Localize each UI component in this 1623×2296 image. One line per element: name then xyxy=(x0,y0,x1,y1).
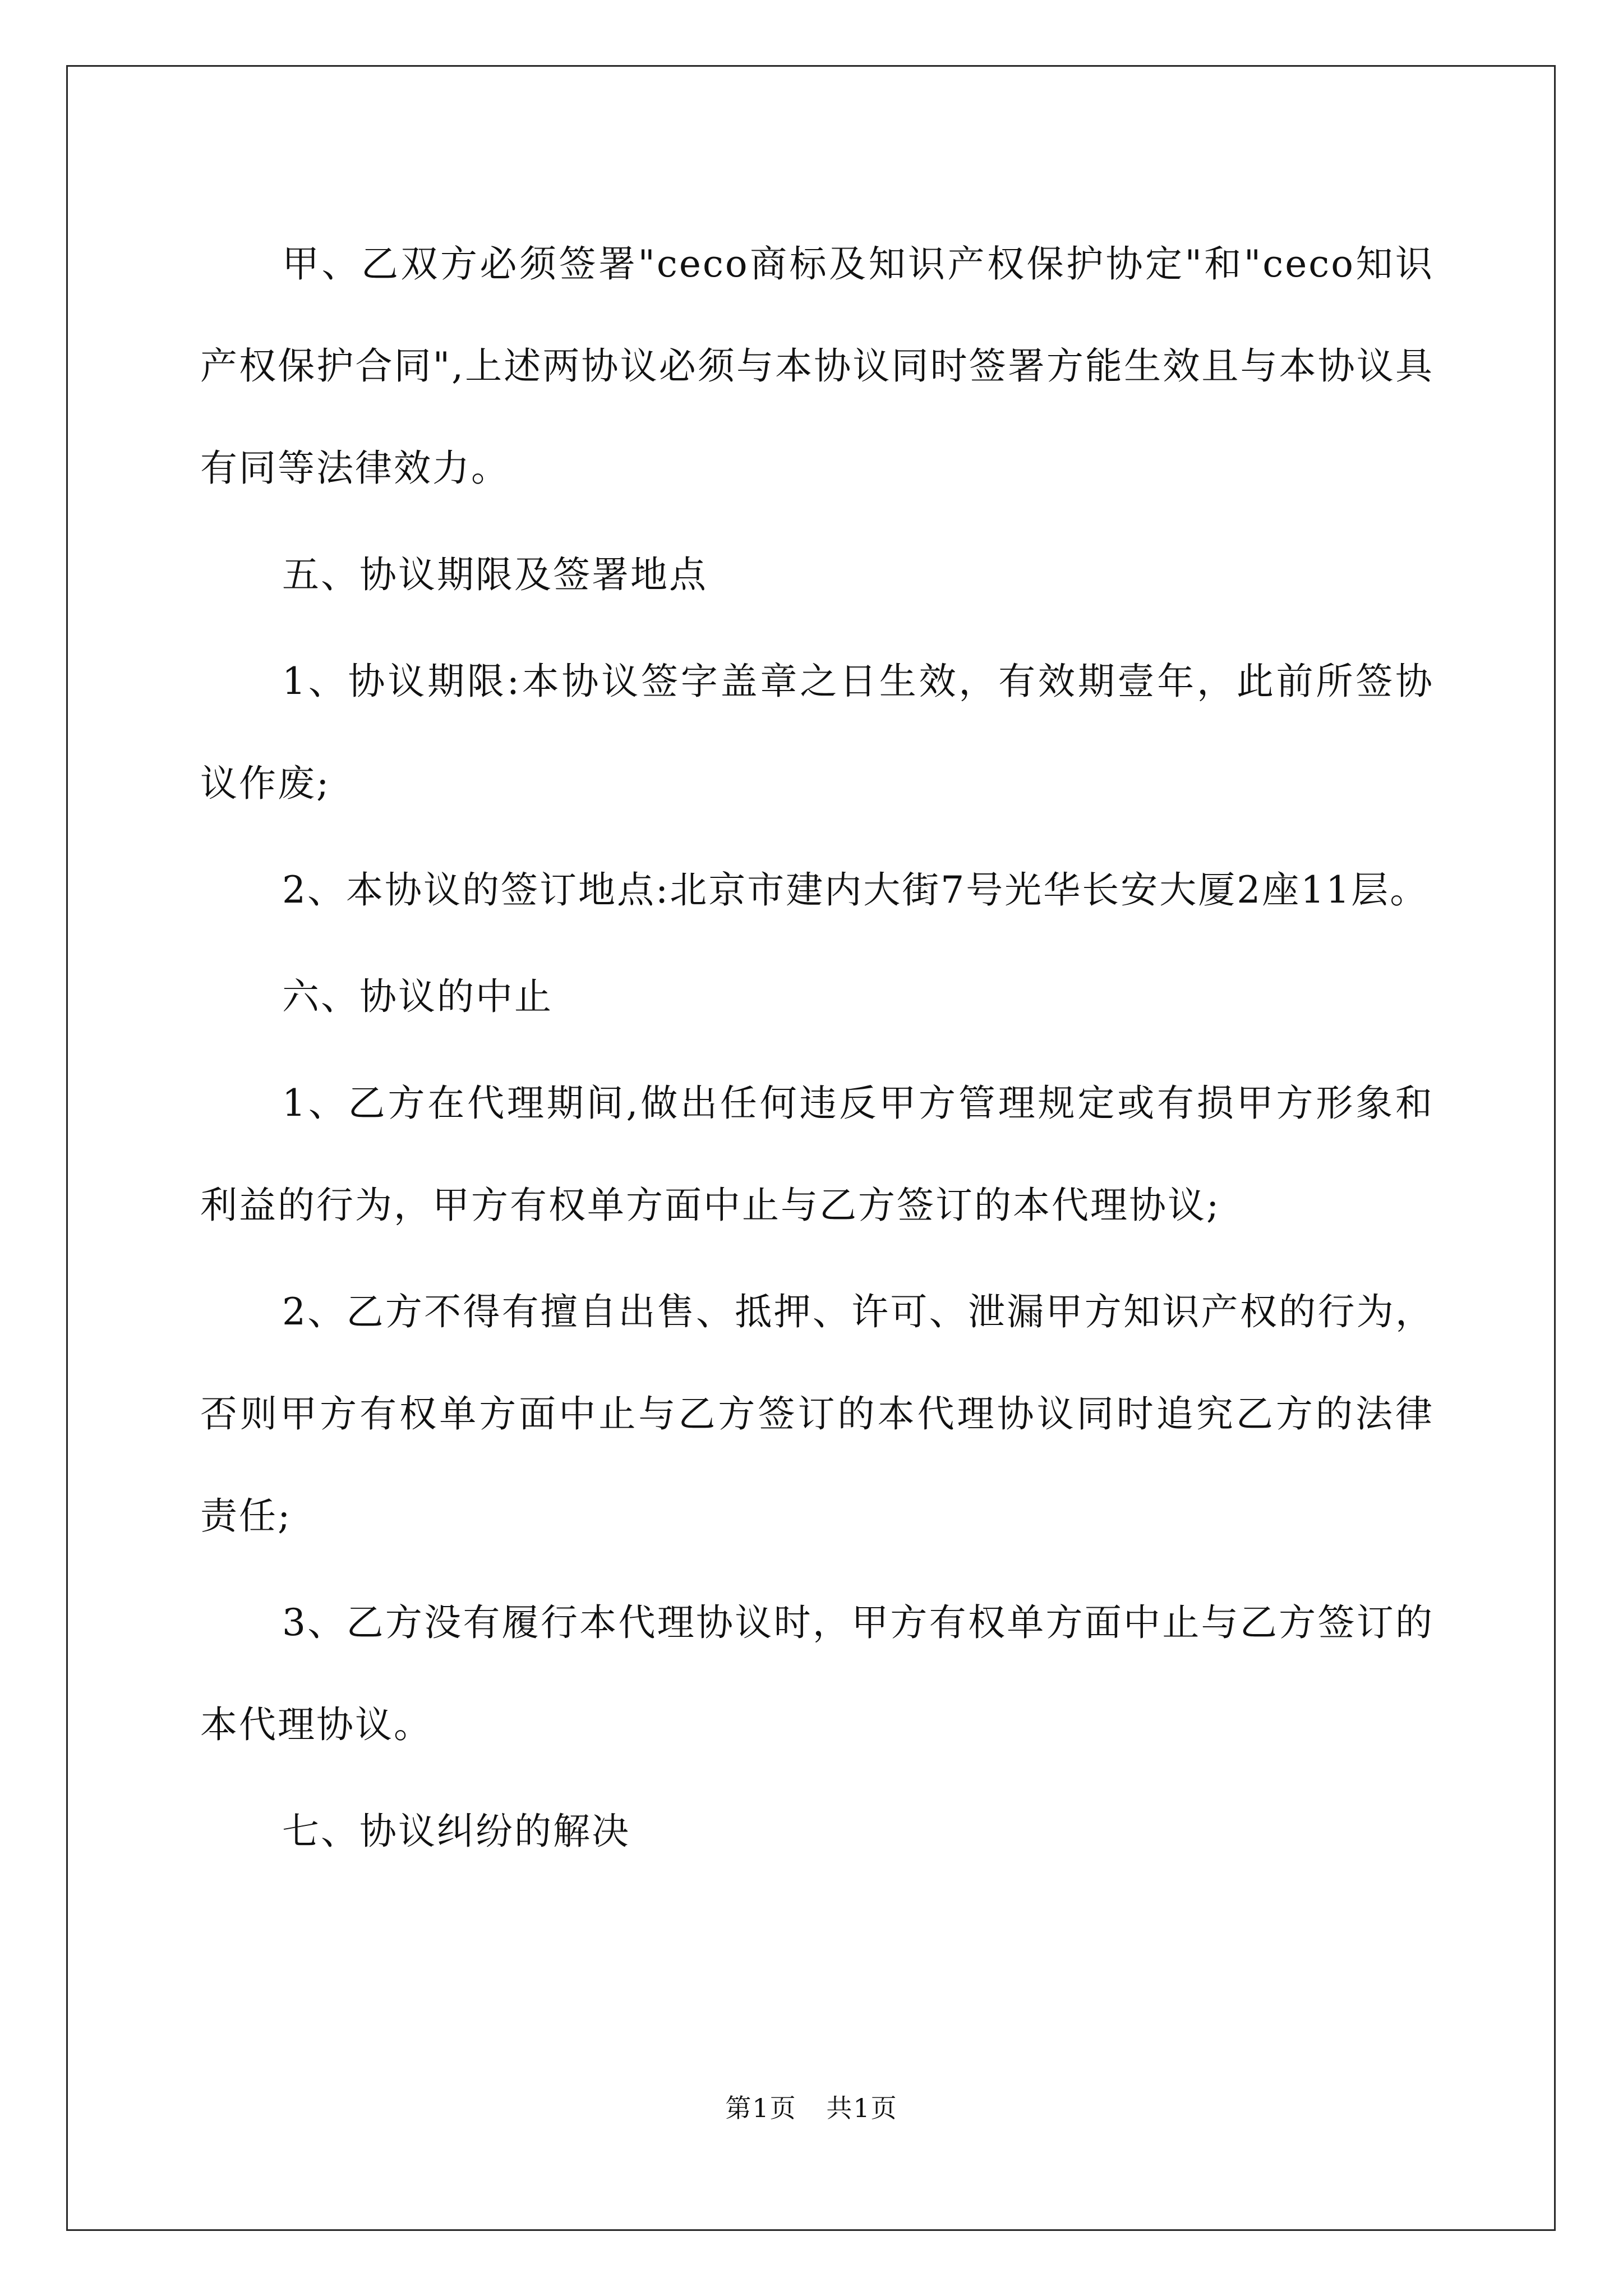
page-number-current: 第1页 xyxy=(725,2093,797,2123)
paragraph-suspension-2: 2、乙方不得有擅自出售、抵押、许可、泄漏甲方知识产权的行为，否则甲方有权单方面中止与乙方签订的本代理协议同时追究乙方的法律责任; xyxy=(200,1290,1434,1538)
paragraph-suspension-3: 3、乙方没有履行本代理协议时，甲方有权单方面中止与乙方签订的本代理协议。 xyxy=(200,1601,1434,1746)
section-heading-dispute-resolution: 七、协议纠纷的解决 xyxy=(282,1810,630,1853)
section-heading-term-and-place: 五、协议期限及签署地点 xyxy=(282,553,708,596)
paragraph-agreement-signing: 甲、乙双方必须签署"ceco商标及知识产权保护协定"和"ceco知识产权保护合同",上述两协议必须与本协议同时签署方能生效且与本协议具有同等法律效力。 xyxy=(200,242,1434,490)
paragraph-term: 1、协议期限:本协议签字盖章之日生效，有效期壹年，此前所签协议作废; xyxy=(200,660,1434,805)
paragraph-signing-place: 2、本协议的签订地点:北京市建内大街7号光华长安大厦2座11层。 xyxy=(282,868,1429,912)
page-number-total: 共1页 xyxy=(826,2093,898,2123)
document-body xyxy=(200,213,1434,1883)
section-heading-suspension: 六、协议的中止 xyxy=(282,975,553,1018)
page-footer xyxy=(0,2091,1623,2125)
paragraph-suspension-1: 1、乙方在代理期间,做出任何违反甲方管理规定或有损甲方形象和利益的行为，甲方有权单方面中止与乙方签订的本代理协议; xyxy=(200,1082,1434,1227)
